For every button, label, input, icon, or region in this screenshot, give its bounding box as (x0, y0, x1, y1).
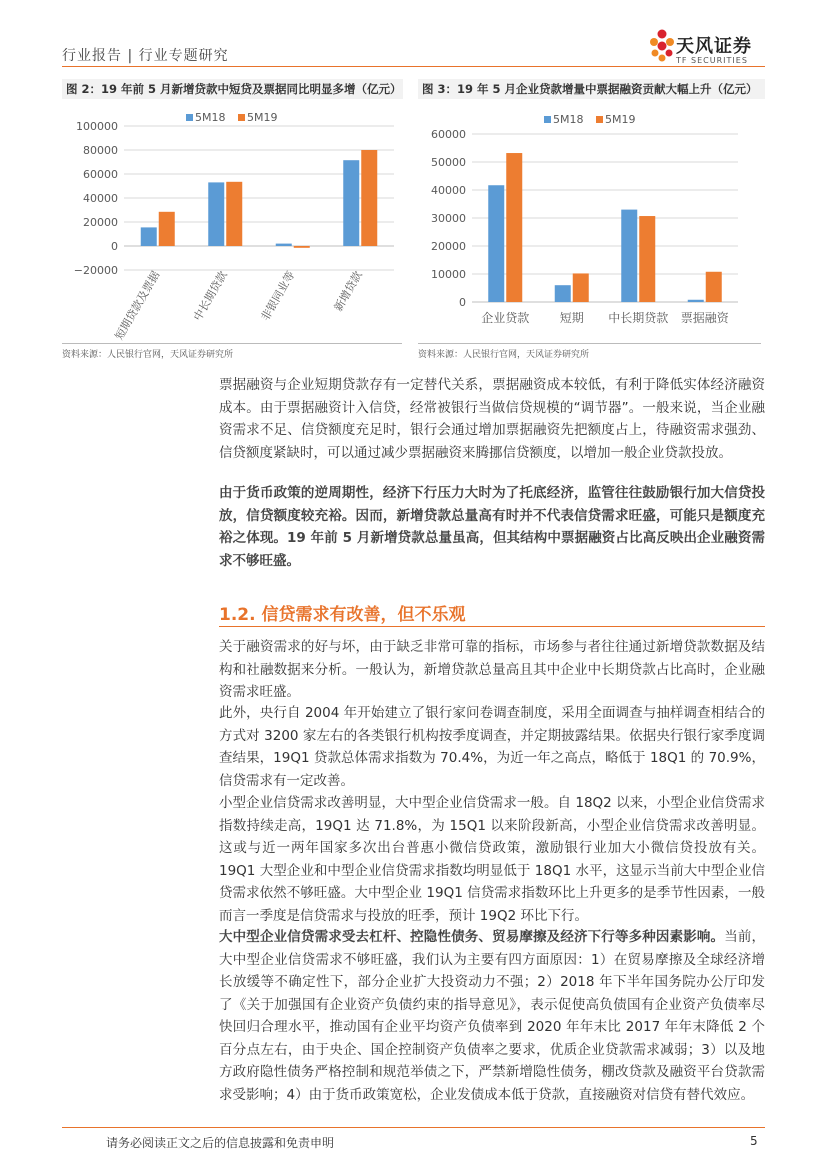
paragraph-4: 此外，央行自 2004 年开始建立了银行家问卷调查制度，采用全面调查与抽样调查相结合的方式对 3200 家左右的各类银行机构按季度调查，并定期披露结果。依据央行银行家季度调查结果，19Q1 贷款总体需求指数为 70.4%，为近一年之高点，略低于 18Q1 的 70.9%，信贷需求有一定改善。 (219, 705, 765, 789)
legend-swatch (596, 116, 603, 123)
logo-name-en: TF SECURITIES (676, 56, 748, 65)
page-number: 5 (750, 1134, 758, 1148)
bar-5M19 (706, 272, 722, 302)
report-category: 行业报告 | 行业专题研究 (62, 48, 229, 64)
y-tick-label: 80000 (83, 144, 118, 157)
section-divider (219, 626, 765, 627)
paragraph-6-lead: 大中型企业信贷需求受去杠杆、控隐性债务、贸易摩擦及经济下行等多种因素影响。 (219, 929, 725, 945)
legend-label: 5M18 (553, 113, 584, 126)
x-tick-label: 短期 (559, 311, 584, 325)
bar-5M19 (506, 153, 522, 302)
paragraph-6-text: 当前，大中型企业信贷需求不够旺盛，我们认为主要有四方面原因：1）在贸易摩擦及全球经济增长放缓等不确定性下，部分企业扩大投资动力不强；2）2018 年下半年国务院办公厅印发了《关于加强国有企业资产负债约束的指导意见》，表示促使高负债国有企业资产负债率尽快回归合理水平，推动国有企业平均资产负债率到 2020 年年末比 2017 年年末降低 2 个百分点左右，由于央企、国企控制资产负债率之要求，优质企业贷款需求减弱；3）以及地方政府隐性债务严格控制和规范举债之下，严禁新增隐性债务，棚改贷款及融资平台贷款需求受影响；4）由于货币政策宽松，企业发债成本低于贷款，直接融资对信贷有替代效应。 (219, 929, 766, 1103)
bar-5M19 (294, 246, 310, 248)
legend-swatch (186, 114, 193, 121)
fig2-chart (62, 104, 402, 342)
tf-logo-icon (648, 28, 676, 68)
y-tick-label: 60000 (431, 128, 466, 141)
fig3-title: 图 3：19 年 5 月企业贷款增量中票据融资贡献大幅上升（亿元） (418, 79, 765, 99)
y-tick-label: 40000 (83, 192, 118, 205)
bar-5M18 (621, 210, 637, 302)
bar-5M18 (343, 160, 359, 246)
footer-disclaimer: 请务必阅读正文之后的信息披露和免责申明 (106, 1136, 335, 1150)
paragraph-6 (219, 926, 765, 1106)
bar-5M19 (573, 273, 589, 302)
fig3-chart (418, 104, 763, 342)
bar-5M19 (361, 150, 377, 246)
x-tick-label: 新增贷款 (331, 269, 365, 314)
y-tick-label: 0 (111, 240, 118, 253)
y-tick-label: 0 (459, 296, 466, 309)
y-tick-label: −20000 (73, 264, 118, 277)
fig2-source: 资料来源：人民银行官网，天风证券研究所 (62, 343, 402, 360)
y-tick-label: 30000 (431, 212, 466, 225)
y-tick-label: 40000 (431, 184, 466, 197)
fig3-source: 资料来源：人民银行官网，天风证券研究所 (418, 343, 761, 360)
y-tick-label: 10000 (431, 268, 466, 281)
bar-5M18 (276, 244, 292, 246)
x-tick-label: 短期贷款及票据 (112, 269, 163, 342)
bar-5M19 (159, 212, 175, 246)
x-tick-label: 票据融资 (680, 311, 729, 325)
bar-5M18 (688, 300, 704, 302)
legend-label: 5M19 (605, 113, 636, 126)
legend-swatch (544, 116, 551, 123)
bar-5M18 (488, 185, 504, 302)
x-tick-label: 非银同业等 (258, 269, 298, 324)
bar-5M18 (208, 182, 224, 246)
legend-swatch (238, 114, 245, 121)
bar-5M18 (555, 285, 571, 302)
y-tick-label: 100000 (76, 120, 118, 133)
bar-5M19 (639, 216, 655, 302)
legend-label: 5M18 (195, 111, 226, 124)
paragraph-5: 小型企业信贷需求改善明显，大中型企业信贷需求一般。自 18Q2 以来，小型企业信贷需求指数持续走高，19Q1 达 71.8%，为 15Q1 以来阶段新高，小型企业信贷需求改善明显。这或与近一两年国家多次出台普惠小微信贷政策，激励银行业加大小微信贷投放有关。19Q1 大型企业和中型企业信贷需求指数均明显低于 18Q1 水平，这显示当前大中型企业信贷需求依然不够旺盛。大中型企业 19Q1 信贷需求指数环比上升更多的是季节性因素，一般而言一季度是信贷需求与投放的旺季，预计 19Q2 环比下行。 (219, 795, 765, 924)
logo-name-cn: 天风证券 (676, 36, 752, 57)
x-tick-label: 中长期贷款 (608, 311, 669, 325)
bar-5M18 (141, 227, 157, 246)
paragraph-3: 关于融资需求的好与坏，由于缺乏非常可靠的指标，市场参与者往往通过新增贷款数据及结构和社融数据来分析。一般认为，新增贷款总量高且其中企业中长期贷款占比高时，企业融资需求旺盛。 (219, 639, 765, 700)
y-tick-label: 60000 (83, 168, 118, 181)
x-tick-label: 中长期贷款 (191, 269, 230, 324)
y-tick-label: 20000 (83, 216, 118, 229)
x-tick-label: 企业贷款 (481, 311, 530, 325)
y-tick-label: 20000 (431, 240, 466, 253)
fig2-title: 图 2：19 年前 5 月新增贷款中短贷及票据同比明显多增（亿元） (62, 79, 403, 99)
paragraph-1: 票据融资与企业短期贷款存有一定替代关系，票据融资成本较低，有利于降低实体经济融资成本。由于票据融资计入信贷，经常被银行当做信贷规模的“调节器”。一般来说，当企业融资需求不足、信贷额度充足时，银行会通过增加票据融资先把额度占上，待融资需求强劲、信贷额度紧缺时，可以通过减少票据融资来腾挪信贷额度，以增加一般企业贷款投放。 (219, 377, 765, 461)
y-tick-label: 50000 (431, 156, 466, 169)
section-title: 1.2. 信贷需求有改善，但不乐观 (219, 605, 466, 625)
legend-label: 5M19 (247, 111, 278, 124)
footer-divider (62, 1127, 765, 1128)
paragraph-2-bold: 由于货币政策的逆周期性，经济下行压力大时为了托底经济，监管往往鼓励银行加大信贷投放，信贷额度较充裕。因而，新增贷款总量高有时并不代表信贷需求旺盛，可能只是额度充裕之体现。19 年前 5 月新增贷款总量虽高，但其结构中票据融资占比高反映出企业融资需求不够旺盛。 (219, 485, 765, 569)
bar-5M19 (226, 182, 242, 246)
